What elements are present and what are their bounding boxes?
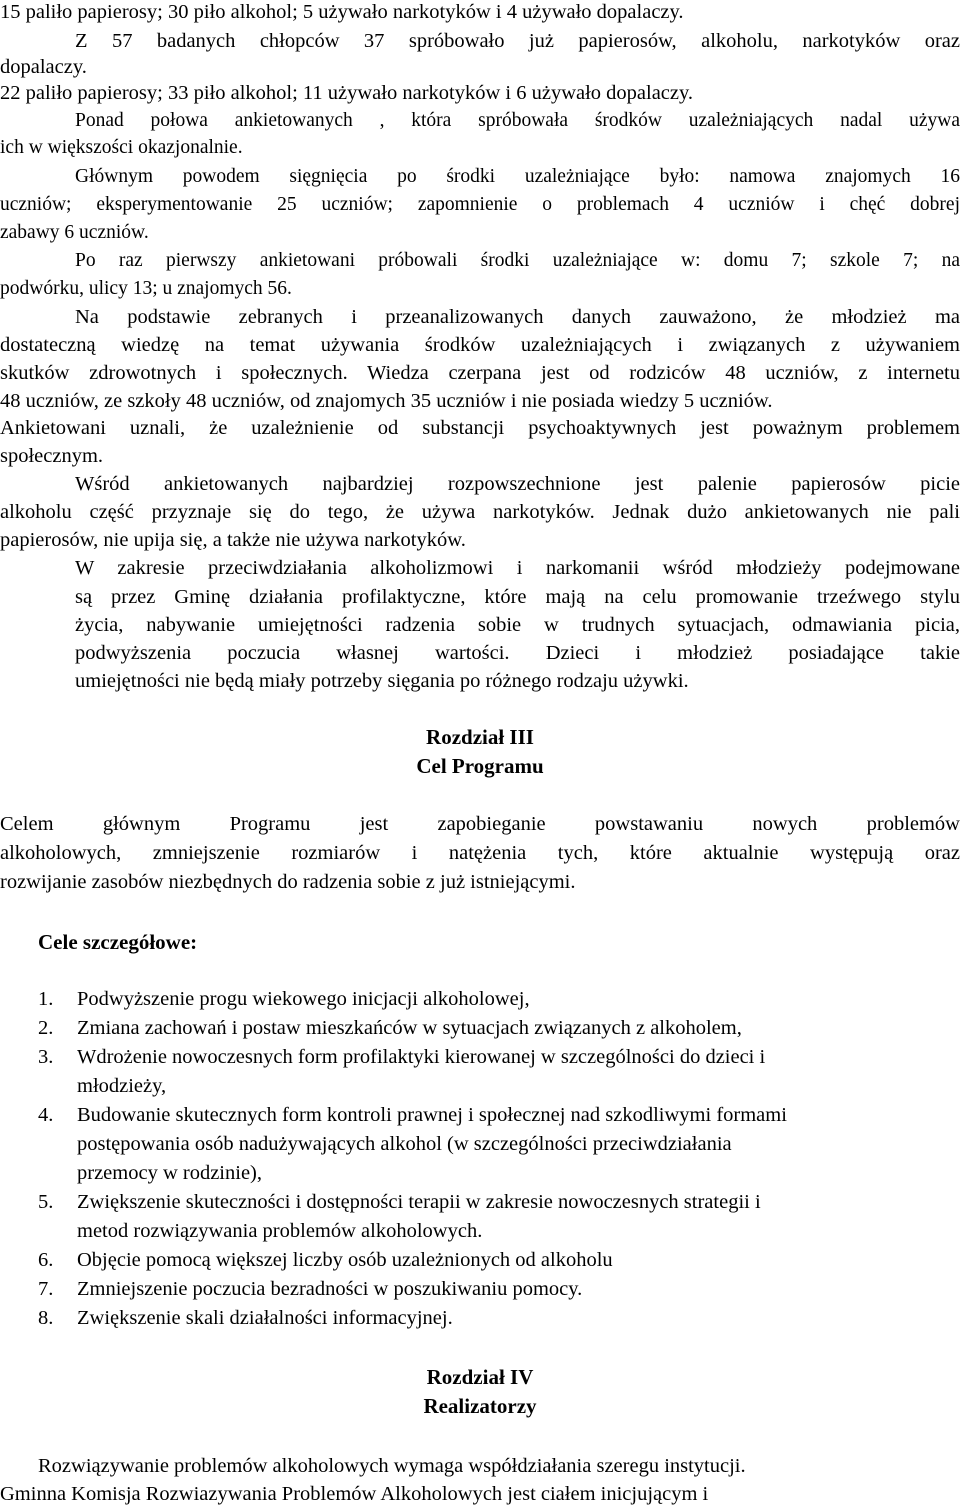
list-item-continuation: przemocy w rodzinie), xyxy=(77,1162,262,1184)
text-line: zabawy 6 uczniów. xyxy=(0,222,149,243)
text-line: alkoholu część przyznaje się do tego, że używa narkotyków. Jednak dużo ankietowanych nie pali xyxy=(0,501,960,523)
text-line: papierosów, nie upija się, a także nie używa narkotyków. xyxy=(0,529,466,551)
text-line: W zakresie przeciwdziałania alkoholizmowi i narkomanii wśród młodzieży podejmowane xyxy=(75,557,960,579)
list-item-continuation: młodzieży, xyxy=(77,1075,167,1097)
text-line: Na podstawie zebranych i przeanalizowanych danych zauważono, że młodzież ma xyxy=(75,306,960,328)
text-line: Ankietowani uznali, że uzależnienie od substancji psychoaktywnych jest poważnym problemem xyxy=(0,417,960,439)
list-item: Wdrożenie nowoczesnych form profilaktyki kierowanej w szczególności do dzieci i xyxy=(77,1046,766,1068)
text-line: Wśród ankietowanych najbardziej rozpowszechnione jest palenie papierosów picie xyxy=(75,473,960,495)
text-line: Rozwiązywanie problemów alkoholowych wymaga współdziałania szeregu instytucji. xyxy=(38,1455,746,1477)
text-line: podwórku, ulicy 13; u znajomych 56. xyxy=(0,278,292,299)
text-line: życia, nabywanie umiejętności radzenia sobie w trudnych sytuacjach, odmawiania picia, xyxy=(75,614,960,636)
chapter-title: Rozdział IV xyxy=(426,1365,534,1389)
text-line: Głównym powodem sięgnięcia po środki uzależniające było: namowa znajomych 16 xyxy=(75,166,960,187)
text-line: są przez Gminę działania profilaktyczne, które mają na celu promowanie trzeźwego stylu xyxy=(75,586,960,608)
list-item: Zmiana zachowań i postaw mieszkańców w sytuacjach związanych z alkoholem, xyxy=(77,1017,742,1039)
text-line: umiejętności nie będą miały potrzeby sięgania po różnego rodzaju używki. xyxy=(75,670,689,692)
list-number: 3. xyxy=(38,1046,54,1068)
list-item: Zmniejszenie poczucia bezradności w poszukiwaniu pomocy. xyxy=(77,1278,583,1300)
text-line: Z 57 badanych chłopców 37 spróbowało już papierosów, alkoholu, narkotyków oraz xyxy=(75,30,960,52)
list-item-continuation: metod rozwiązywania problemów alkoholowych. xyxy=(77,1220,483,1242)
text-line: 48 uczniów, ze szkoły 48 uczniów, od znajomych 35 uczniów i nie posiada wiedzy 5 uczniów. xyxy=(0,390,773,412)
list-number: 7. xyxy=(38,1278,54,1300)
list-number: 1. xyxy=(38,988,54,1010)
list-item: Objęcie pomocą większej liczby osób uzależnionych od alkoholu xyxy=(77,1249,613,1271)
text-line: Ponad połowa ankietowanych , która spróbowała środków uzależniających nadal używa xyxy=(75,110,960,131)
text-line: rozwijanie zasobów niezbędnych do radzenia sobie z już istniejącymi. xyxy=(0,871,576,893)
text-line: 15 paliło papierosy; 30 piło alkohol; 5 używało narkotyków i 4 używało dopalaczy. xyxy=(0,1,684,23)
text-line: podwyższenia poczucia własnej wartości. Dzieci i młodzież posiadające takie xyxy=(75,642,960,664)
text-line: Celem głównym Programu jest zapobieganie powstawaniu nowych problemów xyxy=(0,813,960,835)
list-number: 2. xyxy=(38,1017,54,1039)
chapter-subtitle: Cel Programu xyxy=(416,754,544,778)
text-line: społecznym. xyxy=(0,445,104,467)
text-line: Po raz pierwszy ankietowani próbowali środki uzależniające w: domu 7; szkole 7; na xyxy=(75,250,960,271)
text-line: alkoholowych, zmniejszenie rozmiarów i natężenia tych, które aktualnie występują oraz xyxy=(0,842,960,864)
text-line: uczniów; eksperymentowanie 25 uczniów; zapomnienie o problemach 4 uczniów i chęć dobrej xyxy=(0,194,960,215)
text-line: 22 paliło papierosy; 33 piło alkohol; 11 używało narkotyków i 6 używało dopalaczy. xyxy=(0,82,694,104)
list-number: 5. xyxy=(38,1191,54,1213)
list-number: 6. xyxy=(38,1249,54,1271)
text-line: dostateczną wiedzę na temat używania środków uzależniających i związanych z używaniem xyxy=(0,334,960,356)
text-line: skutków zdrowotnych i społecznych. Wiedza czerpana jest od rodziców 48 uczniów, z internetu xyxy=(0,362,960,384)
list-number: 4. xyxy=(38,1104,54,1126)
list-item: Podwyższenie progu wiekowego inicjacji alkoholowej, xyxy=(77,988,530,1010)
list-number: 8. xyxy=(38,1307,54,1329)
list-item: Zwiększenie skali działalności informacyjnej. xyxy=(77,1307,453,1329)
list-item: Zwiększenie skuteczności i dostępności terapii w zakresie nowoczesnych strategii i xyxy=(77,1191,761,1213)
list-item-continuation: postępowania osób nadużywających alkohol (w szczególności przeciwdziałania xyxy=(77,1133,732,1155)
chapter-subtitle: Realizatorzy xyxy=(423,1394,537,1418)
text-line: dopalaczy. xyxy=(0,56,87,78)
goals-heading: Cele szczegółowe: xyxy=(38,930,198,954)
text-line: ich w większości okazjonalnie. xyxy=(0,137,243,158)
list-item: Budowanie skutecznych form kontroli prawnej i społecznej nad szkodliwymi formami xyxy=(77,1104,787,1126)
text-line: Gminna Komisja Rozwiazywania Problemów Alkoholowych jest ciałem inicjującym i xyxy=(0,1483,709,1505)
chapter-title: Rozdział III xyxy=(426,725,534,749)
